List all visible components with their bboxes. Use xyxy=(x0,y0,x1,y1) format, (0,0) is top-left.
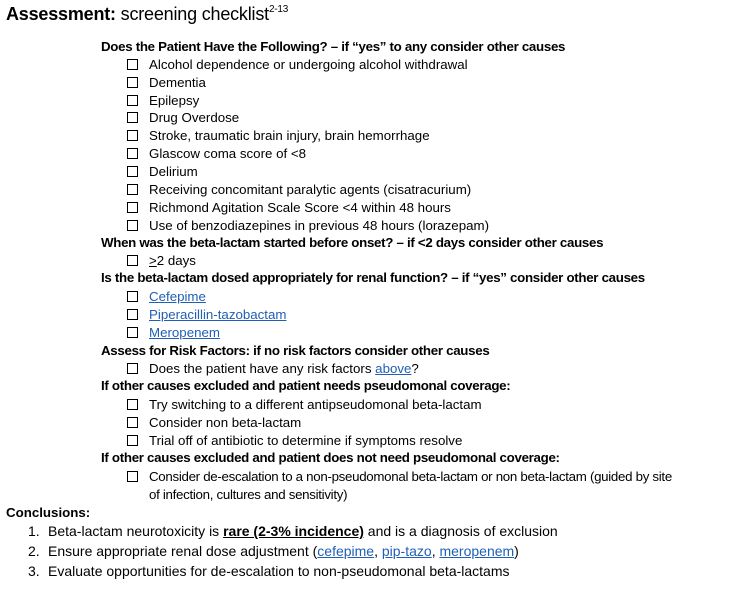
checkbox[interactable] xyxy=(127,435,138,446)
checklist-item[interactable]: Consider non beta-lactam xyxy=(127,414,301,432)
conclusions-heading: Conclusions: xyxy=(6,505,91,520)
link-piperacillin-tazobactam[interactable]: Piperacillin-tazobactam xyxy=(149,307,287,322)
link-cefepime[interactable]: Cefepime xyxy=(149,289,206,304)
checkbox[interactable] xyxy=(127,309,138,320)
conclusion-item: 1. Beta-lactam neurotoxicity is rare (2-3% incidence) and is a diagnosis of exclusion xyxy=(28,523,558,539)
checkbox[interactable] xyxy=(127,471,138,482)
checkbox[interactable] xyxy=(127,59,138,70)
checkbox[interactable] xyxy=(127,363,138,374)
conclusion-item: 3. Evaluate opportunities for de-escalation to non-pseudomonal beta-lactams xyxy=(28,563,510,579)
checklist-item[interactable]: Dementia xyxy=(127,74,206,92)
checklist-item[interactable]: Richmond Agitation Scale Score <4 within 48 hours xyxy=(127,199,451,217)
checklist-item[interactable] xyxy=(127,306,286,324)
section-heading-needs-coverage: If other causes excluded and patient needs pseudomonal coverage: xyxy=(101,378,511,393)
checklist-item[interactable]: Delirium xyxy=(127,163,198,181)
checkbox[interactable] xyxy=(127,399,138,410)
link-pip-tazo-conclusion[interactable]: pip-tazo xyxy=(381,543,432,559)
section-heading-risk-factors: Assess for Risk Factors: if no risk factors consider other causes xyxy=(101,343,490,358)
checklist-item[interactable]: Alcohol dependence or undergoing alcohol withdrawal xyxy=(127,56,468,74)
checkbox[interactable] xyxy=(127,148,138,159)
checkbox[interactable] xyxy=(127,77,138,88)
gte-symbol: > xyxy=(149,253,157,268)
checklist-item[interactable]: Drug Overdose xyxy=(127,109,239,127)
title-citation: 2-13 xyxy=(268,4,289,15)
link-meropenem[interactable]: Meropenem xyxy=(149,325,220,340)
checkbox[interactable] xyxy=(127,327,138,338)
checkbox[interactable] xyxy=(127,166,138,177)
checklist-item[interactable]: Glascow coma score of <8 xyxy=(127,145,306,163)
link-above[interactable]: above xyxy=(375,361,412,376)
section-heading-renal-dosing: Is the beta-lactam dosed appropriately for renal function? – if “yes” consider other causes xyxy=(101,270,645,285)
section-heading-onset: When was the beta-lactam started before onset? – if <2 days consider other causes xyxy=(101,235,604,250)
link-cefepime-conclusion[interactable]: cefepime xyxy=(317,543,375,559)
checklist-item[interactable]: Consider de-escalation to a non-pseudomonal beta-lactam or non beta-lactam (guided by site of infection, cultures and sensitivity) xyxy=(127,468,672,504)
title-rest: screening checklist xyxy=(115,4,269,24)
checklist-item[interactable] xyxy=(127,324,220,342)
checkbox[interactable] xyxy=(127,95,138,106)
checkbox[interactable] xyxy=(127,184,138,195)
checklist-item[interactable]: Trial off of antibiotic to determine if symptoms resolve xyxy=(127,432,462,450)
checkbox[interactable] xyxy=(127,291,138,302)
checklist-item[interactable]: Use of benzodiazepines in previous 48 hours (lorazepam) xyxy=(127,217,489,235)
checklist-item[interactable]: Stroke, traumatic brain injury, brain hemorrhage xyxy=(127,127,430,145)
checklist-item[interactable]: >2 days xyxy=(127,252,196,270)
checkbox[interactable] xyxy=(127,255,138,266)
checkbox[interactable] xyxy=(127,417,138,428)
checkbox[interactable] xyxy=(127,130,138,141)
checklist-item[interactable]: Epilepsy xyxy=(127,92,199,110)
checklist-item[interactable] xyxy=(127,288,206,306)
checklist-item[interactable]: Does the patient have any risk factors above? xyxy=(127,360,419,378)
section-heading-patient-history: Does the Patient Have the Following? – if “yes” to any consider other causes xyxy=(101,39,566,54)
checkbox[interactable] xyxy=(127,220,138,231)
checklist-item[interactable]: Try switching to a different antipseudomonal beta-lactam xyxy=(127,396,482,414)
emphasis-rare: rare (2-3% incidence) xyxy=(223,523,364,539)
checkbox[interactable] xyxy=(127,202,138,213)
checklist-item[interactable]: Receiving concomitant paralytic agents (cisatracurium) xyxy=(127,181,471,199)
link-meropenem-conclusion[interactable]: meropenem xyxy=(439,543,515,559)
checkbox[interactable] xyxy=(127,112,138,123)
section-heading-no-coverage: If other causes excluded and patient does not need pseudomonal coverage: xyxy=(101,450,560,465)
conclusion-item: 2. Ensure appropriate renal dose adjustment (cefepime, pip-tazo, meropenem) xyxy=(28,543,519,559)
page-title xyxy=(6,4,288,25)
title-bold: Assessment: xyxy=(6,4,116,24)
